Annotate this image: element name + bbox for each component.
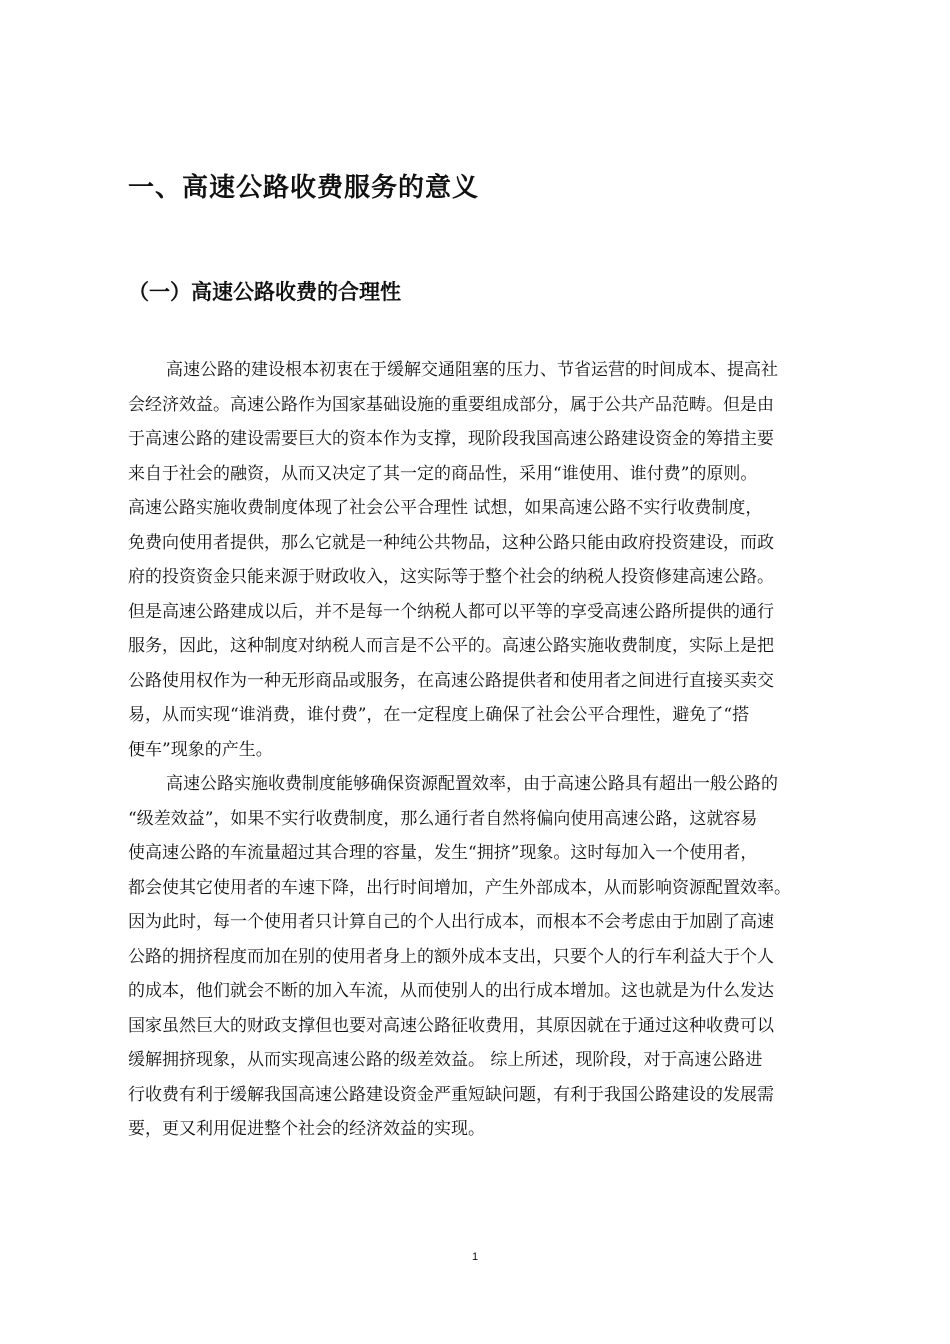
page-number: 1 xyxy=(471,1251,479,1263)
paragraph-line: 会经济效益。高速公路作为国家基础设施的重要组成部分，属于公共产品范畴。但是由 xyxy=(128,394,774,415)
paragraph-line: 国家虽然巨大的财政支撑但也要对高速公路征收费用，其原因就在于通过这种收费可以 xyxy=(128,1015,774,1036)
paragraph-line: 使高速公路的车流量超过其合理的容量，发生“拥挤”现象。这时每加入一个使用者， xyxy=(128,843,758,863)
paragraph-line: 的成本，他们就会不断的加入车流，从而使别人的出行成本增加。这也就是为什么发达 xyxy=(128,981,774,1001)
subsection-heading: （一）高速公路收费的合理性 xyxy=(128,280,401,304)
paragraph-line: 于高速公路的建设需要巨大的资本作为支撑，现阶段我国高速公路建设资金的筹措主要 xyxy=(128,429,774,449)
paragraph-line: 高速公路的建设根本初衷在于缓解交通阻塞的压力、节省运营的时间成本、提高社 xyxy=(166,360,778,380)
section-heading: 一、高速公路收费服务的意义 xyxy=(128,173,480,203)
paragraph-line: 高速公路实施收费制度体现了社会公平合理性 试想，如果高速公路不实行收费制度， xyxy=(128,498,763,518)
paragraph-line: 府的投资资金只能来源于财政收入，这实际等于整个社会的纳税人投资修建高速公路。 xyxy=(128,567,774,587)
paragraph-line: 因为此时，每一个使用者只计算自己的个人出行成本，而根本不会考虑由于加剧了高速 xyxy=(128,912,774,932)
paragraph-line: 要，更又利用促进整个社会的经济效益的实现。 xyxy=(128,1119,485,1139)
paragraph-line: 服务，因此，这种制度对纳税人而言是不公平的。高速公路实施收费制度，实际上是把 xyxy=(128,636,774,656)
body-text xyxy=(128,353,858,1147)
paragraph-line: 但是高速公路建成以后，并不是每一个纳税人都可以平等的享受高速公路所提供的通行 xyxy=(128,601,774,622)
paragraph-line: 都会使其它使用者的车速下降，出行时间增加，产生外部成本，从而影响资源配置效率。 xyxy=(128,877,791,898)
paragraph-line: 便车”现象的产生。 xyxy=(128,739,273,760)
paragraph-line: 行收费有利于缓解我国高速公路建设资金严重短缺问题，有利于我国公路建设的发展需 xyxy=(128,1084,774,1105)
paragraph-line: 高速公路实施收费制度能够确保资源配置效率，由于高速公路具有超出一般公路的 xyxy=(166,774,778,794)
paragraph-line: 易，从而实现“谁消费，谁付费”，在一定程度上确保了社会公平合理性，避免了“搭 xyxy=(128,705,750,725)
paragraph-line: 来自于社会的融资，从而又决定了其一定的商品性，采用“谁使用、谁付费”的原则。 xyxy=(128,463,758,484)
paragraph-line: 公路使用权作为一种无形商品或服务，在高速公路提供者和使用者之间进行直接买卖交 xyxy=(128,670,774,691)
paragraph-line: 缓解拥挤现象，从而实现高速公路的级差效益。 综上所述，现阶段，对于高速公路进 xyxy=(128,1050,763,1070)
paragraph-line: 免费向使用者提供，那么它就是一种纯公共物品，这种公路只能由政府投资建设，而政 xyxy=(128,532,774,553)
paragraph-line: “级差效益”，如果不实行收费制度，那么通行者自然将偏向使用高速公路，这就容易 xyxy=(128,808,758,829)
paragraph-line: 公路的拥挤程度而加在别的使用者身上的额外成本支出，只要个人的行车利益大于个人 xyxy=(128,946,774,967)
